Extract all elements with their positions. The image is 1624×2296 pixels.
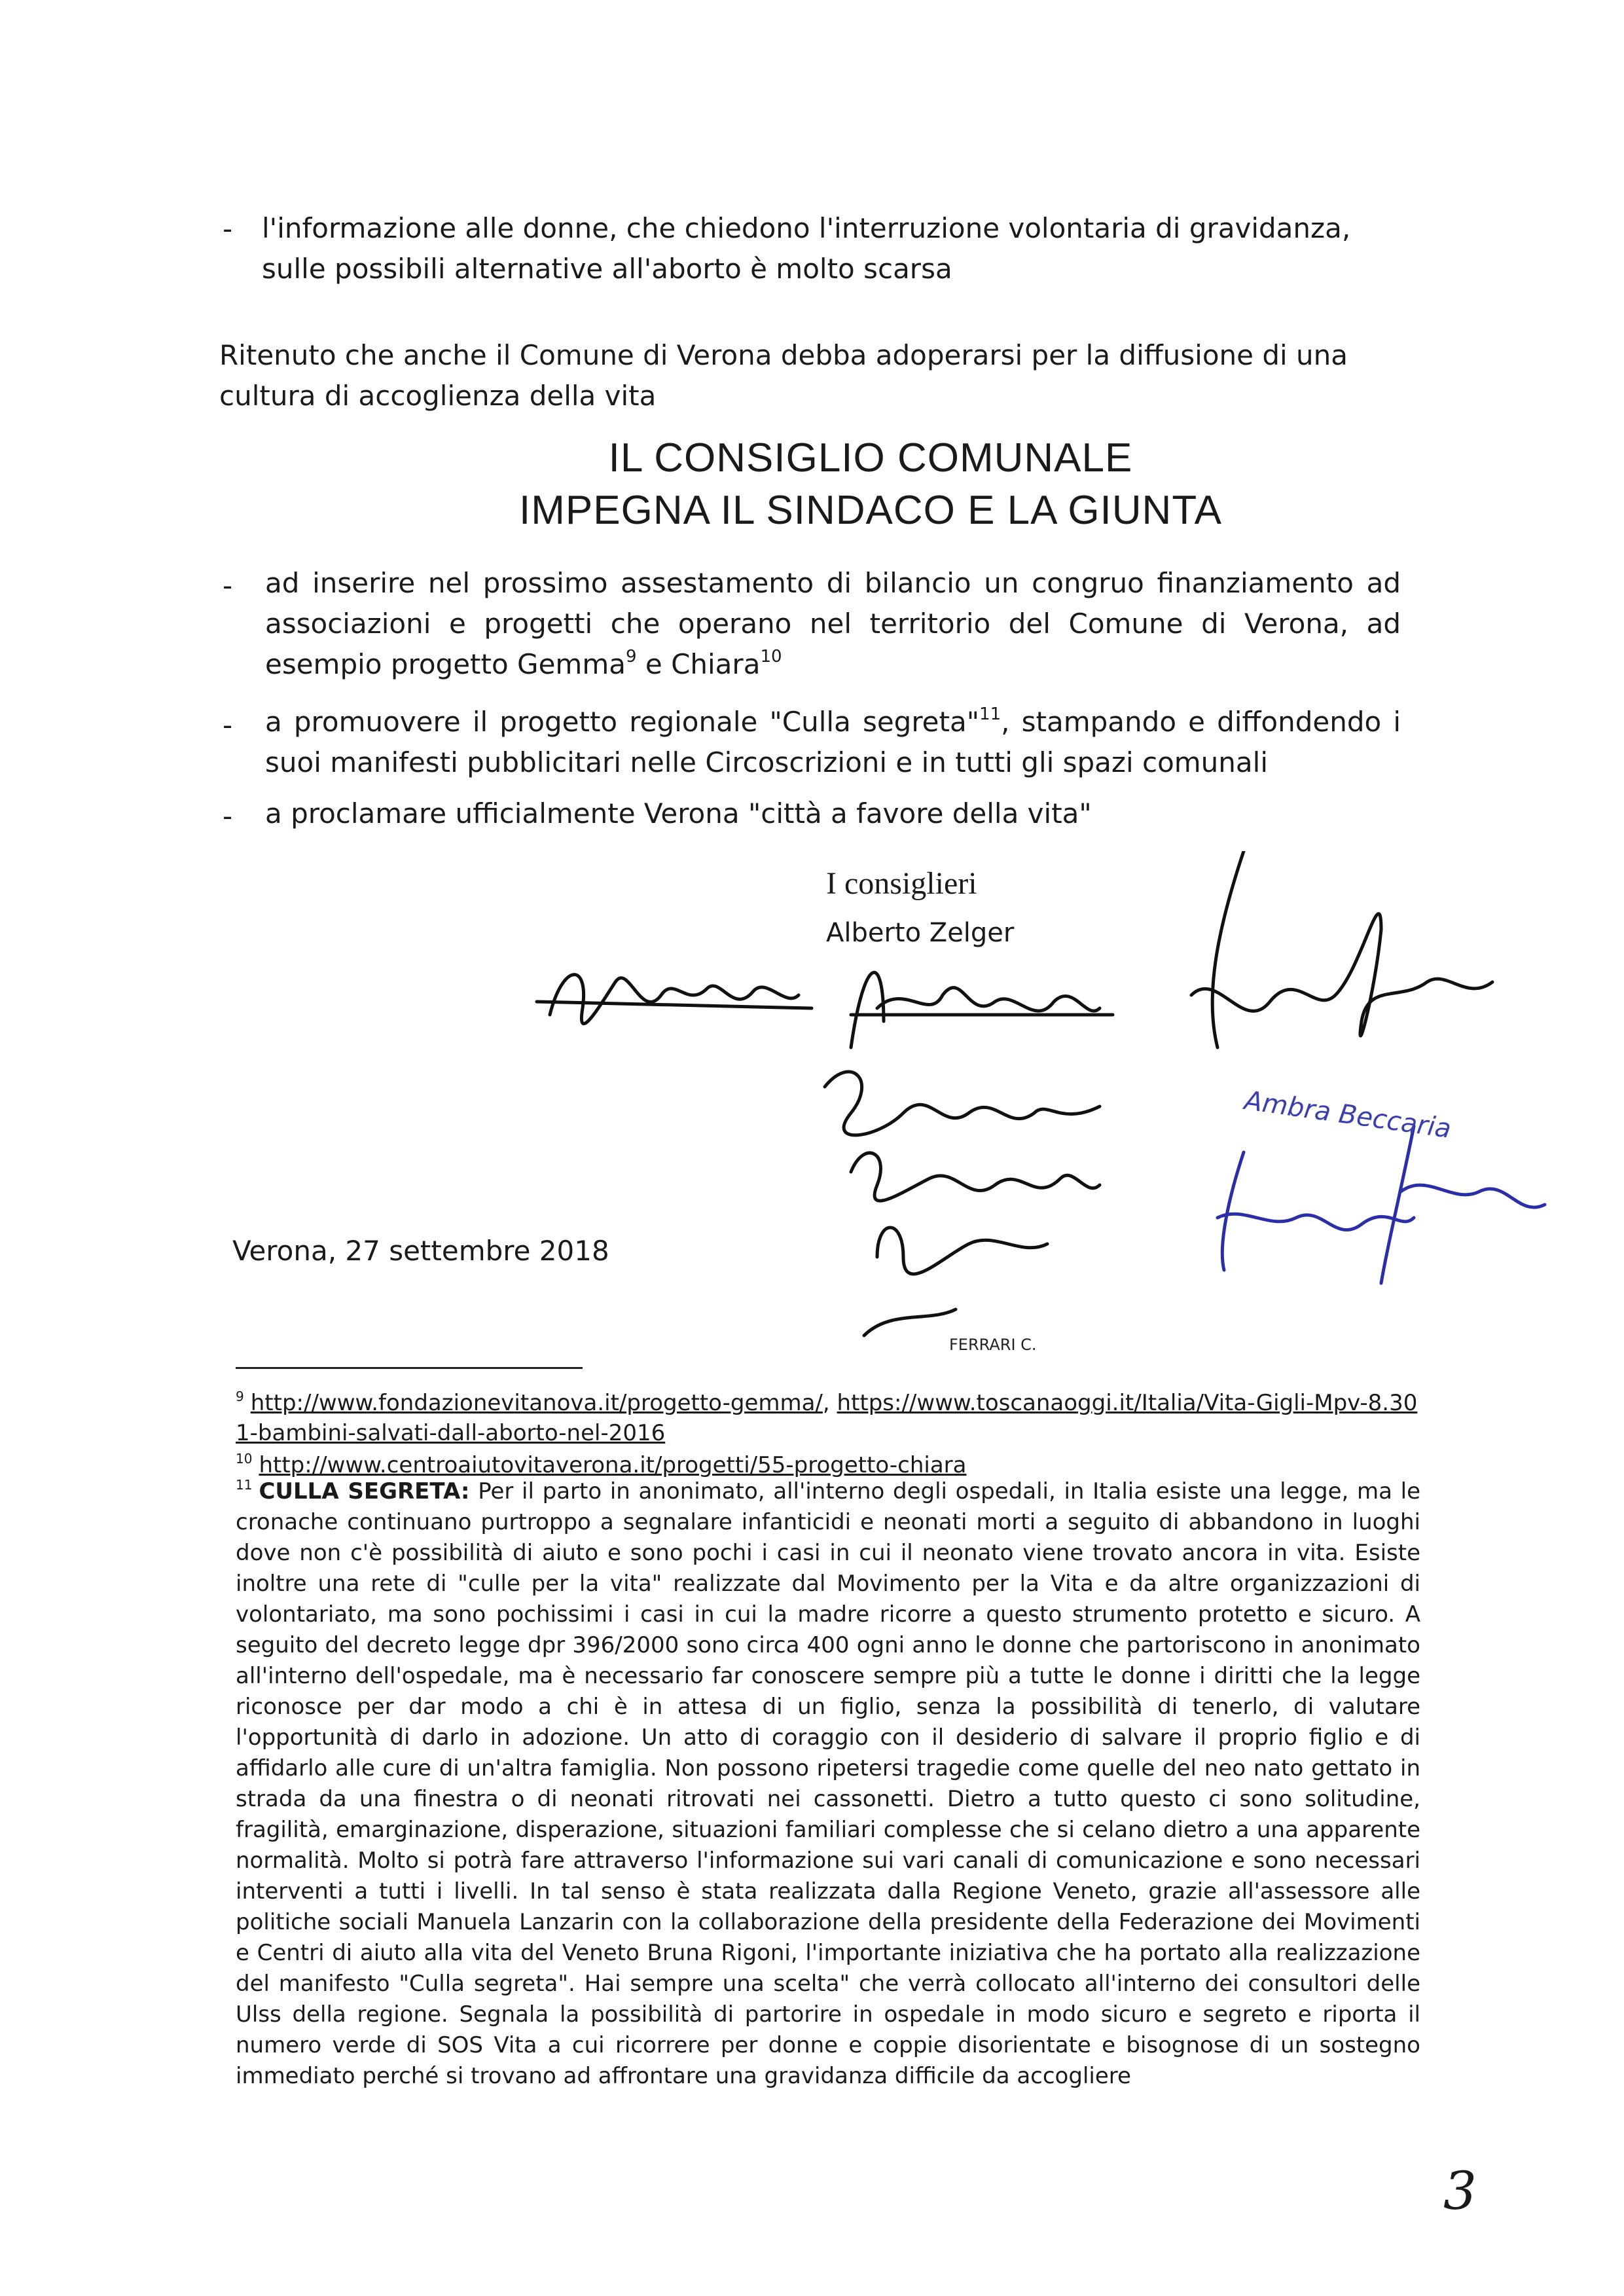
place-date: Verona, 27 settembre 2018: [232, 1235, 609, 1267]
footnote-11: [236, 1470, 1420, 2092]
bullet-dash: -: [223, 800, 233, 832]
first-signer-name: Alberto Zelger: [826, 918, 1015, 948]
footnote-10-number: 10: [236, 1451, 253, 1467]
commitment-1-text-b: e Chiara: [636, 648, 761, 680]
handwritten-name-beccaria: Ambra Beccaria: [1242, 1085, 1453, 1144]
commitment-2: [265, 702, 1401, 783]
commitment-3: a proclamare ufficialmente Verona "città a favore della vita": [265, 797, 1092, 829]
footnote-separator: [236, 1367, 583, 1369]
signatures-title: I consiglieri: [826, 866, 977, 901]
top-bullet-text: l'informazione alle donne, che chiedono l'interruzione volontaria di gravidanza, sulle possibili alternative all'aborto è molto scarsa: [262, 212, 1351, 285]
ritenuto-paragraph: Ritenuto che anche il Comune di Verona debba adoperarsi per la diffusione di una cultura di accoglienza della vita: [219, 339, 1348, 412]
footnote-ref-9[interactable]: 9: [625, 647, 637, 666]
footnote-ref-10[interactable]: 10: [760, 647, 782, 666]
footnote-ref-11[interactable]: 11: [979, 704, 1001, 724]
handwritten-name-ferrari: FERRARI C.: [949, 1336, 1037, 1354]
footnote-11-number: 11: [236, 1477, 253, 1493]
footnote-9: [236, 1381, 1420, 1448]
heading-line-2: IMPEGNA IL SINDACO E LA GIUNTA: [519, 488, 1222, 533]
page-number: 3: [1443, 2160, 1477, 2221]
bullet-dash: -: [223, 570, 233, 602]
commitment-1: [265, 563, 1401, 685]
heading-line-1: IL CONSIGLIO COMUNALE: [608, 435, 1133, 481]
footnote-9-link-1[interactable]: http://www.fondazionevitanova.it/progetto-gemma/: [250, 1390, 823, 1416]
footnote-10-link[interactable]: http://www.centroaiutovitaverona.it/progetti/55-progetto-chiara: [259, 1452, 967, 1478]
footnote-9-separator: ,: [822, 1390, 830, 1416]
bullet-dash: -: [223, 709, 233, 741]
commitment-2-text-b: , stampando e diffondendo i suoi manifesti pubblicitari nelle Circoscrizioni e in tutti gli spazi comunali: [265, 706, 1401, 778]
bullet-dash: -: [223, 213, 233, 245]
footnote-11-label: CULLA SEGRETA:: [259, 1478, 470, 1504]
commitment-2-text-a: a promuovere il progetto regionale "Culla segreta": [265, 706, 980, 738]
resolution-heading: [327, 432, 1414, 537]
commitment-1-text-a: ad inserire nel prossimo assestamento di bilancio un congruo finanziamento ad associazioni e progetti che operano nel territorio del Comune di Verona, ad esempio progetto Gemma: [265, 567, 1401, 680]
footnote-9-number: 9: [236, 1389, 244, 1404]
footnote-9-link-2[interactable]: https://www.toscanaoggi.it/Italia/Vita-Gigli-Mpv-8.301-bambini-salvati-dall-aborto-nel-2016: [236, 1390, 1418, 1446]
footnote-11-text: Per il parto in anonimato, all'interno degli ospedali, in Italia esiste una legge, ma le cronache continuano purtroppo a segnalare infanticidi e neonati morti a seguito di abbandono in luoghi dove non c'è possibilità di aiuto e sono pochi i casi in cui il neonato viene trovato ancora in vita. Esiste inoltre una rete di "culle per la vita" realizzate dal Movimento per la Vita e da altre organizzazioni di volontariato, ma sono pochissimi i casi in cui la madre ricorre a questo strumento protetto e sicuro. A seguito del decreto legge dpr 396/2000 sono circa 400 ogni anno le donne che partoriscono in anonimato all'interno dell'ospedale, ma è necessario far conoscere sempre più a tutte le donne i diritti che la legge riconosce per dar modo a chi è in attesa di un figlio, senza la possibilità di tenerlo, di valutare l'opportunità di darlo in adozione. Un atto di coraggio con il desiderio di salvare il proprio figlio e di affidarlo alle cure di un'altra famiglia. Non possono ripetersi tragedie come quelle del neo nato gettato in strada da una finestra o di neonati ritrovati nei cassonetti. Dietro a tutto questo ci sono solitudine, fragilità, emarginazione, disperazione, situazioni familiari complesse che si celano dietro a una apparente normalità. Molto si potrà fare attraverso l'informazione sui vari canali di comunicazione e sono necessari interventi a tutti i livelli. In tal senso è stata realizzata dalla Regione Veneto, grazie all'assessore alle politiche sociali Manuela Lanzarin con la collaborazione della presidente della Federazione dei Movimenti e Centri di aiuto alla vita del Veneto Bruna Rigoni, l'importante iniziativa che ha portato alla realizzazione del manifesto "Culla segreta". Hai sempre una scelta" che verrà collocato all'interno dei consultori delle Ulss della regione. Segnala la possibilità di partorire in ospedale in modo sicuro e segreto e riporta il numero verde di SOS Vita a cui ricorrere per donne e coppie disorientate e bisognose di un sostegno immediato perché si trovano ad affrontare una gravidanza difficile da accogliere: [236, 1478, 1421, 2089]
